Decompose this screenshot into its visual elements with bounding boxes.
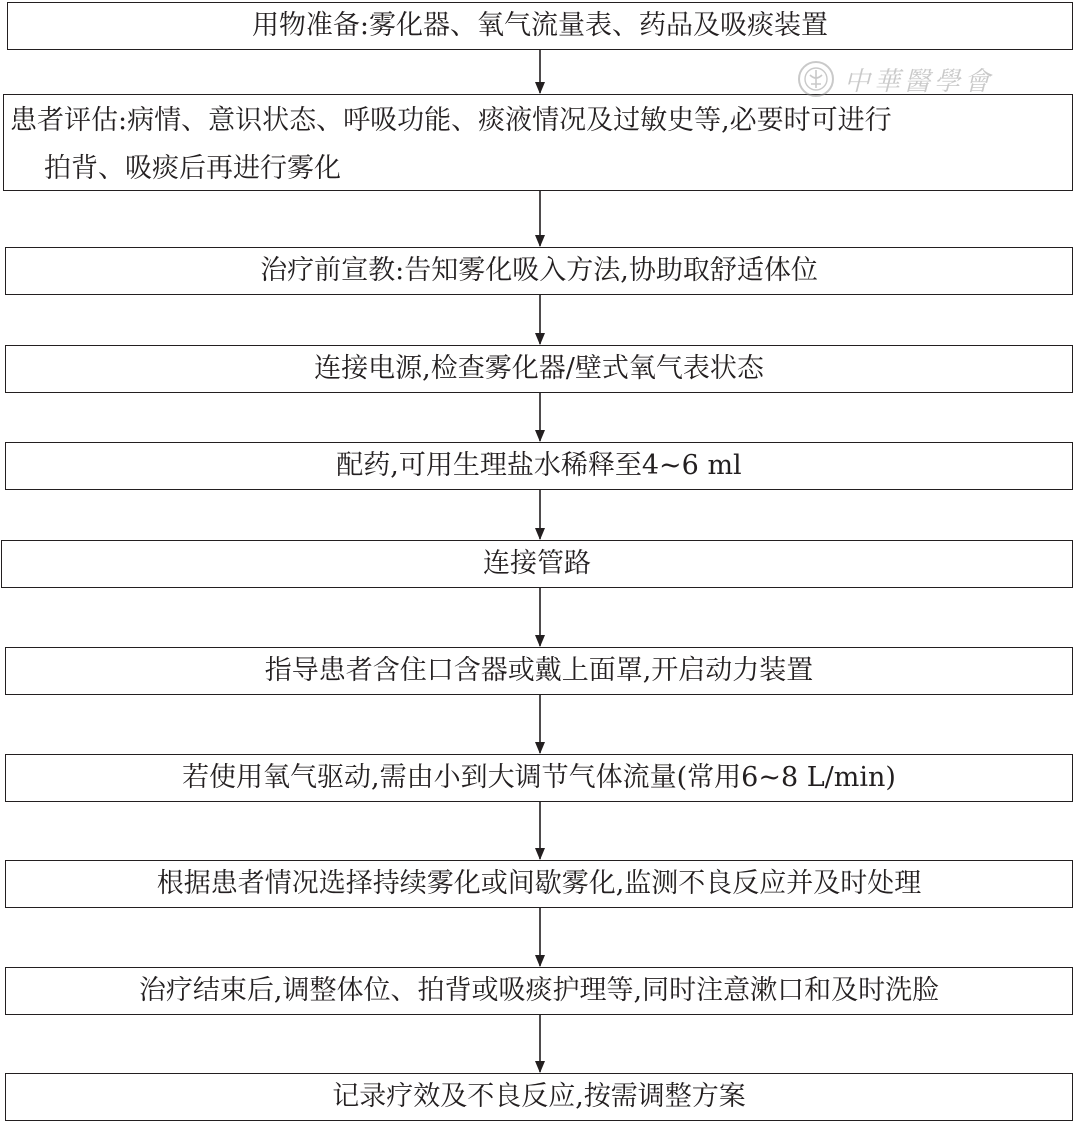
step-4-text: 连接电源,检查雾化器/壁式氧气表状态: [314, 353, 764, 384]
step-9-text: 根据患者情况选择持续雾化或间歇雾化,监测不良反应并及时处理: [156, 868, 922, 899]
step-1-text: 用物准备:雾化器、氧气流量表、药品及吸痰装置: [251, 10, 829, 41]
watermark-text: 中華醫學會: [844, 66, 995, 97]
watermark: [796, 56, 1036, 102]
step-4-connect-power: [5, 345, 1073, 393]
step-10-post-treatment: [5, 967, 1073, 1015]
step-2-patient-assessment: [3, 94, 1073, 191]
society-seal-icon: [796, 59, 836, 99]
step-11-text: 记录疗效及不良反应,按需调整方案: [332, 1081, 746, 1112]
step-5-text: 配药,可用生理盐水稀释至4~6 ml: [336, 450, 742, 481]
step-5-prepare-medication: [5, 442, 1073, 490]
step-6-text: 连接管路: [483, 548, 591, 579]
step-8-text: 若使用氧气驱动,需由小到大调节气体流量(常用6~8 L/min): [182, 762, 896, 793]
step-2-text-line2: 拍背、吸痰后再进行雾化: [44, 153, 341, 184]
step-10-text: 治疗结束后,调整体位、拍背或吸痰护理等,同时注意漱口和及时洗脸: [138, 975, 940, 1006]
step-6-connect-tubing: [1, 540, 1073, 588]
step-3-pre-treatment-education: [5, 247, 1073, 295]
step-9-nebulization-mode: [5, 860, 1073, 908]
step-2-text-line1: 患者评估:病情、意识状态、呼吸功能、痰液情况及过敏史等,必要时可进行: [10, 105, 892, 136]
step-3-text: 治疗前宣教:告知雾化吸入方法,协助取舒适体位: [260, 255, 818, 286]
step-1-preparation: [7, 2, 1073, 50]
step-11-record-outcome: [5, 1073, 1073, 1121]
step-7-text: 指导患者含住口含器或戴上面罩,开启动力装置: [264, 655, 814, 686]
step-8-oxygen-flow: [5, 754, 1073, 802]
step-7-guide-patient: [5, 647, 1073, 695]
